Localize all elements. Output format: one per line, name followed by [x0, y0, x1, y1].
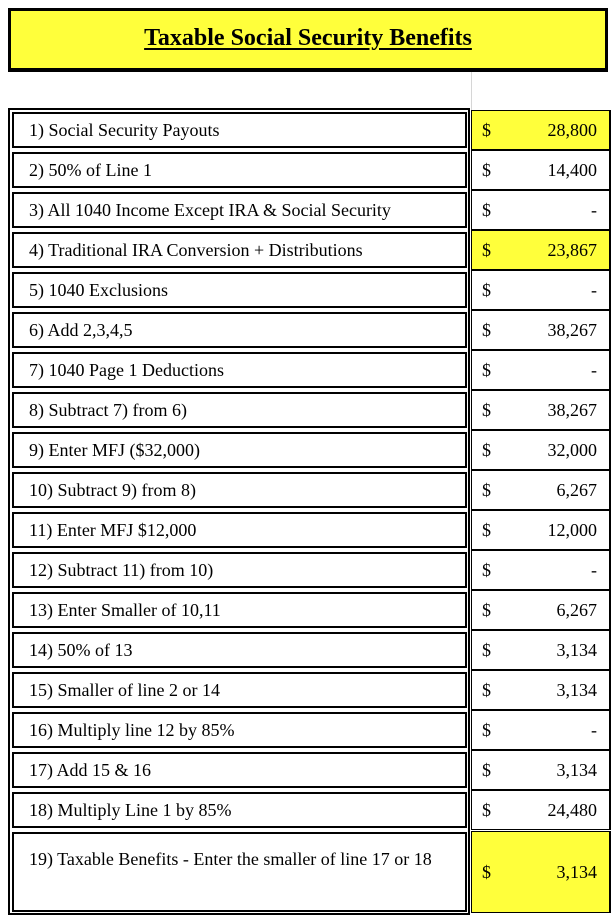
row-label — [12, 592, 467, 628]
row-label-text: 15) Smaller of line 2 or 14 — [29, 679, 220, 700]
row-amount: 3,134 — [556, 639, 597, 660]
row-value-cell[interactable] — [471, 750, 611, 790]
row-amount: 3,134 — [556, 759, 597, 780]
row-label — [12, 472, 467, 508]
row-amount: - — [591, 559, 597, 580]
row-amount: 3,134 — [556, 861, 597, 882]
row-value-cell[interactable] — [471, 230, 611, 270]
row-amount: 24,480 — [547, 799, 597, 820]
row-label — [12, 792, 467, 828]
row-value-cell[interactable] — [471, 550, 611, 590]
row-label — [12, 272, 467, 308]
row-amount: 12,000 — [547, 519, 597, 540]
row-label — [12, 432, 467, 468]
row-amount: 23,867 — [547, 239, 597, 260]
row-amount: - — [591, 199, 597, 220]
row-label — [12, 392, 467, 428]
row-label-text: 6) Add 2,3,4,5 — [29, 319, 133, 340]
currency-symbol: $ — [482, 639, 491, 660]
currency-symbol: $ — [482, 719, 491, 740]
row-label-text: 19) Taxable Benefits - Enter the smaller of line 17 or 18 — [29, 849, 432, 869]
row-value-cell[interactable] — [471, 710, 611, 750]
currency-symbol: $ — [482, 679, 491, 700]
title-banner — [8, 8, 608, 72]
currency-symbol: $ — [482, 799, 491, 820]
currency-symbol: $ — [482, 239, 491, 260]
row-value-cell[interactable] — [471, 350, 611, 390]
row-label-text: 18) Multiply Line 1 by 85% — [29, 799, 232, 820]
row-label — [12, 632, 467, 668]
currency-symbol: $ — [482, 759, 491, 780]
row-amount: - — [591, 359, 597, 380]
row-label-text: 13) Enter Smaller of 10,11 — [29, 599, 221, 620]
currency-symbol: $ — [482, 159, 491, 180]
row-label-text: 17) Add 15 & 16 — [29, 759, 152, 780]
row-value-cell[interactable] — [471, 430, 611, 470]
row-label — [12, 672, 467, 708]
currency-symbol: $ — [482, 479, 491, 500]
row-label — [12, 512, 467, 548]
row-amount: 28,800 — [547, 119, 597, 140]
row-value-cell[interactable] — [471, 470, 611, 510]
row-value-cell[interactable] — [471, 310, 611, 350]
currency-symbol: $ — [482, 359, 491, 380]
row-amount: 32,000 — [547, 439, 597, 460]
row-label — [12, 152, 467, 188]
currency-symbol: $ — [482, 319, 491, 340]
row-label-text: 14) 50% of 13 — [29, 639, 133, 660]
currency-symbol: $ — [482, 199, 491, 220]
row-label — [12, 232, 467, 268]
row-label-text: 5) 1040 Exclusions — [29, 279, 168, 300]
page-title: Taxable Social Security Benefits — [144, 25, 472, 51]
row-label — [12, 712, 467, 748]
row-value-cell[interactable] — [471, 110, 611, 150]
currency-symbol: $ — [482, 861, 491, 882]
row-value-cell[interactable] — [471, 590, 611, 630]
currency-symbol: $ — [482, 119, 491, 140]
row-label — [12, 552, 467, 588]
row-label-text: 8) Subtract 7) from 6) — [29, 399, 187, 420]
sheet-gridline — [471, 72, 472, 110]
row-value-cell[interactable] — [471, 150, 611, 190]
row-amount: 6,267 — [556, 479, 597, 500]
row-value-cell[interactable] — [471, 670, 611, 710]
row-label — [12, 752, 467, 788]
row-amount: - — [591, 279, 597, 300]
row-label — [12, 352, 467, 388]
row-amount: 6,267 — [556, 599, 597, 620]
row-amount: 3,134 — [556, 679, 597, 700]
row-label-text: 1) Social Security Payouts — [29, 119, 220, 140]
currency-symbol: $ — [482, 279, 491, 300]
row-value-cell[interactable] — [471, 190, 611, 230]
row-amount: 38,267 — [547, 399, 597, 420]
row-label — [12, 312, 467, 348]
row-label-text: 12) Subtract 11) from 10) — [29, 559, 214, 580]
row-value-cell[interactable] — [471, 270, 611, 310]
row-value-cell[interactable] — [471, 390, 611, 430]
row-value-cell[interactable] — [471, 510, 611, 550]
row-label-text: 3) All 1040 Income Except IRA & Social Security — [29, 199, 391, 220]
currency-symbol: $ — [482, 519, 491, 540]
row-label — [12, 832, 467, 912]
row-label-text: 7) 1040 Page 1 Deductions — [29, 359, 224, 380]
row-label-text: 16) Multiply line 12 by 85% — [29, 719, 235, 740]
row-label-text: 9) Enter MFJ ($32,000) — [29, 439, 200, 460]
row-label-text: 2) 50% of Line 1 — [29, 159, 152, 180]
row-label-text: 4) Traditional IRA Conversion + Distributions — [29, 239, 363, 260]
row-amount: 14,400 — [547, 159, 597, 180]
row-label-text: 10) Subtract 9) from 8) — [29, 479, 196, 500]
row-value-cell[interactable] — [471, 630, 611, 670]
currency-symbol: $ — [482, 399, 491, 420]
currency-symbol: $ — [482, 599, 491, 620]
currency-symbol: $ — [482, 559, 491, 580]
row-value-cell[interactable] — [471, 790, 611, 830]
row-label — [12, 112, 467, 148]
row-label-text: 11) Enter MFJ $12,000 — [29, 519, 197, 540]
row-amount: - — [591, 719, 597, 740]
row-amount: 38,267 — [547, 319, 597, 340]
row-label — [12, 192, 467, 228]
row-value-cell[interactable] — [471, 831, 611, 913]
currency-symbol: $ — [482, 439, 491, 460]
